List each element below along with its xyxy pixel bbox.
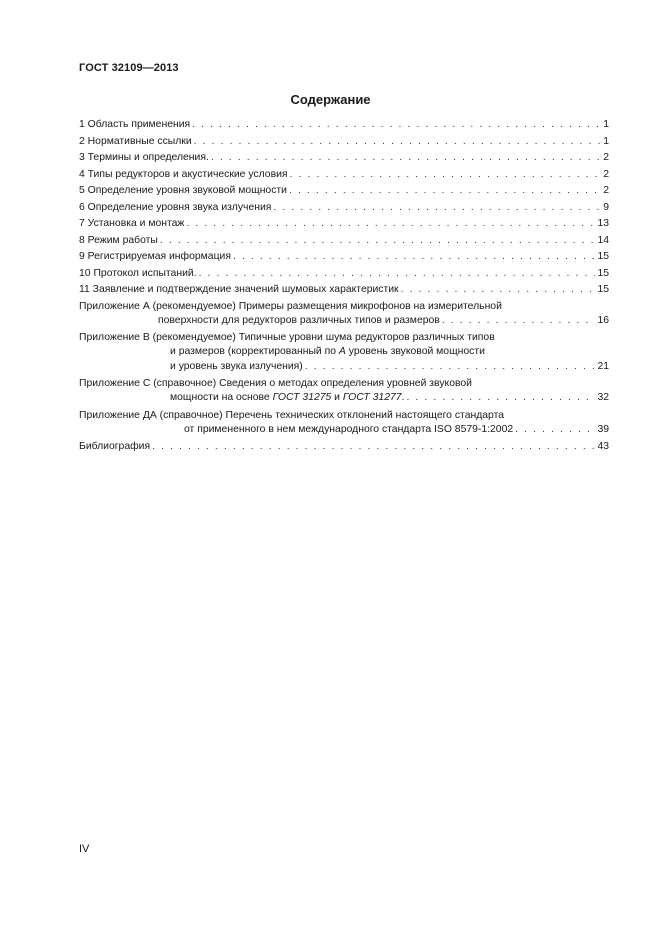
- toc-entry[interactable]: [79, 218, 609, 235]
- table-of-contents: [79, 119, 609, 458]
- toc-entry[interactable]: [79, 185, 609, 202]
- toc-entry[interactable]: [79, 152, 609, 169]
- toc-entry-title-cont: и уровень звука излучения): [170, 360, 303, 372]
- document-header: ГОСТ 32109—2013: [79, 62, 179, 74]
- toc-entry-title: 3 Термины и определения.: [79, 152, 209, 163]
- toc-leader: [194, 136, 602, 147]
- toc-entry-page: 39: [597, 423, 609, 435]
- page-number: IV: [79, 843, 90, 855]
- toc-entry-title: 8 Режим работы: [79, 234, 158, 246]
- toc-entry[interactable]: [79, 284, 609, 301]
- toc-entry[interactable]: [79, 136, 609, 153]
- toc-leader: [211, 152, 601, 163]
- toc-entry-title: Приложение В (рекомендуемое) Типичные уровни шума редукторов различных типов: [79, 332, 495, 344]
- toc-entry-title-cont: и размеров (корректированный по А уровень звуковой мощности: [170, 346, 485, 358]
- toc-entry-title: 9 Регистрируемая информация: [79, 251, 231, 262]
- toc-entry[interactable]: [79, 119, 609, 136]
- toc-leader: [406, 392, 595, 403]
- toc-leader: [401, 284, 596, 295]
- toc-entry-title: Приложение ДА (справочное) Перечень технических отклонений настоящего стандарта: [79, 409, 505, 421]
- toc-entry-page: 9: [603, 201, 609, 213]
- toc-entry-title: Приложение С (справочное) Сведения о методах определения уровней звуковой: [79, 377, 472, 389]
- page-title: Содержание: [290, 92, 371, 107]
- toc-leader: [289, 185, 601, 196]
- toc-entry-title: 1 Область применения: [79, 119, 191, 130]
- toc-entry-appendix-a[interactable]: [79, 301, 609, 330]
- toc-leader: [273, 202, 601, 213]
- toc-entry-title-cont: поверхности для редукторов различных типов и размеров: [158, 314, 440, 326]
- toc-entry-page: 15: [597, 284, 609, 295]
- toc-entry-page: 2: [603, 185, 609, 196]
- toc-entry-bibliography[interactable]: [79, 441, 609, 458]
- toc-entry-page: 32: [597, 392, 609, 404]
- toc-entry-page: 2: [603, 152, 609, 163]
- toc-entry-page: 1: [603, 135, 609, 147]
- toc-entry-title: 7 Установка и монтаж: [79, 218, 185, 229]
- toc-entry[interactable]: [79, 251, 609, 268]
- toc-entry-title-cont: мощности на основе ГОСТ 31275 и ГОСТ 31277.: [170, 392, 405, 404]
- toc-entry-page: 1: [603, 119, 609, 130]
- toc-entry[interactable]: [79, 235, 609, 252]
- toc-entry-title: 6 Определение уровня звука излучения: [79, 201, 272, 213]
- toc-entry[interactable]: [79, 268, 609, 285]
- toc-entry-appendix-b[interactable]: [79, 332, 609, 375]
- toc-leader: [515, 424, 595, 435]
- toc-entry-appendix-c[interactable]: [79, 378, 609, 407]
- toc-entry-page: 15: [597, 251, 609, 262]
- toc-leader: [186, 218, 595, 229]
- toc-leader: [192, 119, 601, 130]
- toc-entry-page: 21: [597, 360, 609, 372]
- toc-leader: [199, 268, 596, 279]
- toc-leader: [160, 235, 596, 246]
- toc-entry[interactable]: [79, 169, 609, 186]
- toc-entry-page: 15: [597, 267, 609, 279]
- toc-entry-title: 11 Заявление и подтверждение значений шумовых характеристик: [79, 284, 399, 295]
- toc-entry-title: 5 Определение уровня звуковой мощности: [79, 185, 287, 196]
- toc-entry-title-cont: от примененного в нем международного стандарта ISO 8579-1:2002: [184, 423, 514, 435]
- toc-leader: [290, 169, 602, 180]
- toc-entry-title: 10 Протокол испытаний.: [79, 267, 197, 279]
- toc-entry-appendix-da[interactable]: [79, 410, 609, 439]
- toc-entry-page: 16: [597, 314, 609, 326]
- toc-leader: [442, 315, 596, 326]
- toc-entry[interactable]: [79, 202, 609, 219]
- toc-entry-page: 2: [603, 168, 609, 180]
- toc-leader: [152, 441, 595, 452]
- toc-entry-title: Приложение А (рекомендуемое) Примеры размещения микрофонов на измерительной: [79, 300, 502, 312]
- toc-entry-page: 43: [597, 441, 609, 453]
- toc-entry-title: 4 Типы редукторов и акустические условия: [79, 168, 288, 180]
- toc-entry-title: 2 Нормативные ссылки: [79, 135, 192, 147]
- toc-leader: [233, 251, 595, 262]
- toc-entry-page: 13: [597, 218, 609, 229]
- toc-entry-page: 14: [597, 234, 609, 246]
- toc-entry-title: Библиография: [79, 441, 151, 453]
- toc-leader: [305, 361, 596, 372]
